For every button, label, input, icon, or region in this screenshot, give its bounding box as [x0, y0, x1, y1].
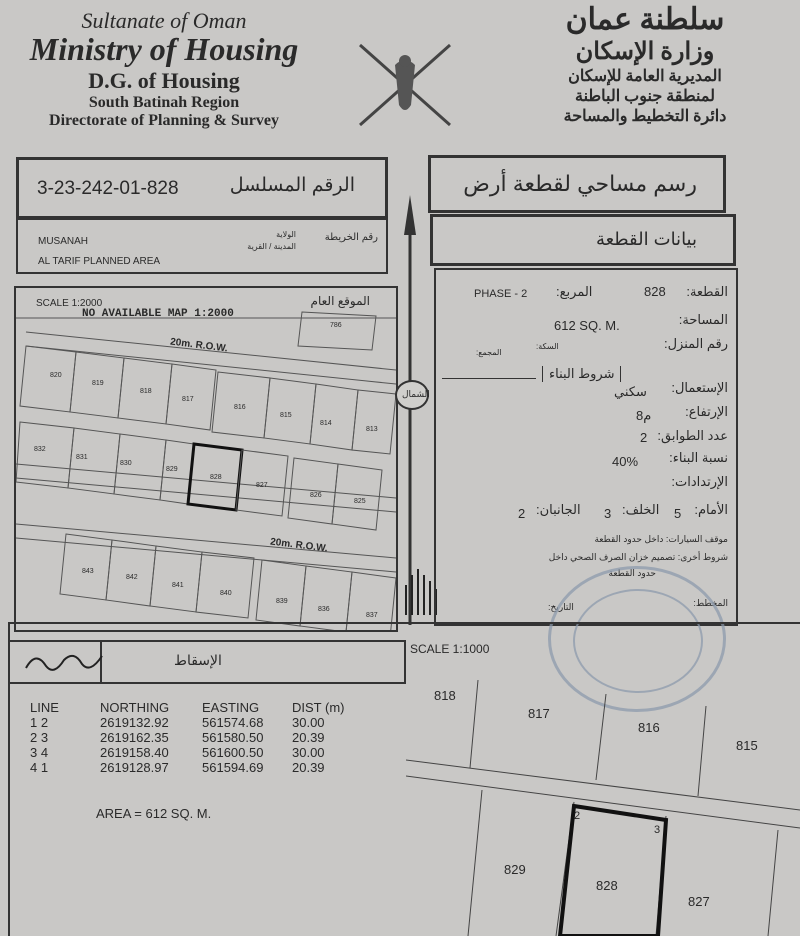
plot-label: 813: [366, 426, 378, 433]
cell-dist: 30.00: [292, 745, 325, 760]
cell-easting: 561580.50: [202, 730, 264, 745]
plot-label: 830: [120, 460, 132, 467]
other-conditions-1: شروط أخرى: تصميم خزان الصرف الصحي داخل: [548, 552, 728, 562]
plot-label: 842: [126, 574, 138, 581]
detail-plot-label: 827: [688, 894, 710, 909]
detail-plot-label: 818: [434, 688, 456, 703]
other-conditions-2: حدود القطعة: [608, 568, 656, 578]
document-title: رسم مساحي لقطعة أرض: [463, 171, 697, 196]
col-northing: NORTHING: [100, 700, 170, 715]
ratio-label: نسبة البناء:: [669, 450, 728, 465]
header-sultanate: Sultanate of Oman: [81, 8, 247, 33]
plot-data-box: [434, 268, 738, 626]
cell-northing: 2619158.40: [100, 745, 169, 760]
col-dist: DIST (m): [292, 700, 345, 715]
plot-label: 786: [330, 322, 342, 329]
header-english: [14, 0, 314, 130]
block-label: المربع:: [556, 284, 593, 299]
general-map-scale: SCALE 1:2000: [36, 298, 103, 309]
building-conditions-rule: [442, 378, 536, 379]
north-badge: [395, 380, 429, 410]
header-ar-dg: المديرية العامة للإسكان: [568, 68, 722, 85]
cell-dist: 20.39: [292, 730, 325, 745]
general-map-note: NO AVAILABLE MAP 1:2000: [82, 308, 234, 320]
floors-value: 2: [640, 430, 648, 445]
wilayat-label: الولاية: [276, 230, 296, 239]
detail-plot-label: 829: [504, 862, 526, 877]
front-value: 5: [674, 506, 682, 521]
header-directorate: Directorate of Planning & Survey: [49, 112, 279, 129]
plot-label: 843: [82, 568, 94, 575]
plot-label: 819: [92, 380, 104, 387]
use-value: سكني: [614, 384, 647, 399]
date-label: التاريخ:: [548, 602, 574, 612]
cell-northing: 2619132.92: [100, 715, 169, 730]
phase-value: PHASE - 2: [474, 288, 528, 300]
oman-emblem: [345, 35, 465, 135]
plot-label-selected: 828: [210, 474, 222, 481]
plot-label: 841: [172, 582, 184, 589]
detail-plot-label: 816: [638, 720, 660, 735]
sides-label: الجانبان:: [536, 502, 581, 517]
detail-plot-label-selected: 828: [596, 878, 618, 893]
cell-line: 1 2: [30, 715, 49, 730]
coordinates-row: [30, 745, 350, 760]
plot-label: 837: [366, 612, 378, 619]
header-ar-directorate: دائرة التخطيط والمساحة: [563, 108, 727, 125]
building-conditions-title: شروط البناء: [542, 366, 621, 382]
ratio-value: 40%: [612, 454, 639, 469]
plot-label: 839: [276, 598, 288, 605]
setbacks-label: الإرتدادات:: [671, 474, 728, 489]
plot-label: 820: [50, 372, 62, 379]
coordinates-row: [30, 730, 350, 745]
plot-data-title-box: [430, 214, 736, 266]
cell-line: 2 3: [30, 730, 49, 745]
general-map-box: [14, 286, 398, 632]
village-label: المدينة / القرية: [247, 242, 296, 251]
header-ar-ministry: وزارة الإسكان: [575, 39, 715, 65]
row-label-bottom: 20m. R.O.W.: [269, 536, 329, 555]
front-label: الأمام:: [694, 502, 728, 517]
cell-northing: 2619162.35: [100, 730, 169, 745]
corner-label: 3: [654, 824, 661, 836]
projection-label: الإسقاط: [174, 652, 222, 668]
coordinates-header-row: [30, 700, 350, 715]
header-region: South Batinah Region: [88, 94, 240, 111]
header-ministry: Ministry of Housing: [29, 31, 299, 67]
plot-label: 832: [34, 446, 46, 453]
cell-dist: 30.00: [292, 715, 325, 730]
sides-value: 2: [518, 506, 526, 521]
plot-data-title: بيانات القطعة: [595, 229, 697, 249]
cell-easting: 561574.68: [202, 715, 264, 730]
wilayat-value: MUSANAH: [38, 236, 89, 247]
plot-label: 816: [234, 404, 246, 411]
area-label: المساحة:: [678, 312, 728, 327]
row-label-top: 20m. R.O.W.: [169, 336, 229, 355]
plot-label: 814: [320, 420, 332, 427]
cell-line: 4 1: [30, 760, 49, 775]
cell-dist: 20.39: [292, 760, 325, 775]
cell-line: 3 4: [30, 745, 49, 760]
coordinates-row: [30, 715, 350, 730]
detail-scale: SCALE 1:1000: [410, 642, 490, 656]
street-label: السكة:: [536, 342, 559, 351]
plan-label: المخطط:: [693, 598, 728, 608]
plot-label: 818: [140, 388, 152, 395]
plot-label: 831: [76, 454, 88, 461]
header-ar-region: لمنطقة جنوب الباطنة: [575, 88, 715, 105]
area-value: AL TARIF PLANNED AREA: [38, 256, 161, 267]
cell-easting: 561600.50: [202, 745, 264, 760]
parking-text: موقف السيارات: داخل حدود القطعة: [594, 534, 728, 544]
serial-box: [16, 157, 388, 219]
plot-label: 840: [220, 590, 232, 597]
total-area: AREA = 612 SQ. M.: [96, 806, 212, 821]
height-label: الإرتفاع:: [685, 404, 728, 419]
detail-plot-label: 815: [736, 738, 758, 753]
plot-label: 815: [280, 412, 292, 419]
location-box: [16, 218, 388, 274]
detail-map: [406, 660, 800, 936]
general-map-title: الموقع العام: [310, 294, 370, 308]
house-label: رقم المنزل:: [664, 336, 728, 351]
corner-label: 2: [574, 810, 581, 822]
cell-easting: 561594.69: [202, 760, 264, 775]
header-ar-sultanate: سلطنة عمان: [565, 3, 725, 36]
cell-northing: 2619128.97: [100, 760, 169, 775]
serial-label: الرقم المسلسل: [229, 175, 355, 196]
height-value: 8م: [636, 408, 652, 423]
plot-label: 829: [166, 466, 178, 473]
complex-label: المجمع:: [476, 348, 502, 357]
area-value: 612 SQ. M.: [554, 318, 620, 333]
plot-number: 828: [644, 284, 666, 299]
plot-label: 836: [318, 606, 330, 613]
coordinates-table: [30, 700, 350, 775]
floors-label: عدد الطوابق:: [657, 428, 728, 443]
coordinates-row: [30, 760, 350, 775]
plot-label: 827: [256, 482, 268, 489]
header-dg: D.G. of Housing: [88, 68, 240, 93]
back-value: 3: [604, 506, 612, 521]
use-label: الإستعمال:: [671, 380, 728, 395]
col-line: LINE: [30, 700, 59, 715]
serial-number: 3-23-242-01-828: [37, 178, 179, 199]
north-label: الشمال: [402, 389, 430, 399]
plot-label: 817: [182, 396, 194, 403]
plot-label: 826: [310, 492, 322, 499]
back-label: الخلف:: [622, 502, 660, 517]
plot-label-ar: القطعة:: [686, 284, 728, 299]
plot-label: 825: [354, 498, 366, 505]
header-arabic: [510, 0, 780, 126]
detail-plot-label: 817: [528, 706, 550, 721]
col-easting: EASTING: [202, 700, 260, 715]
map-number-label: رقم الخريطة: [324, 232, 378, 243]
title-box: [428, 155, 726, 213]
